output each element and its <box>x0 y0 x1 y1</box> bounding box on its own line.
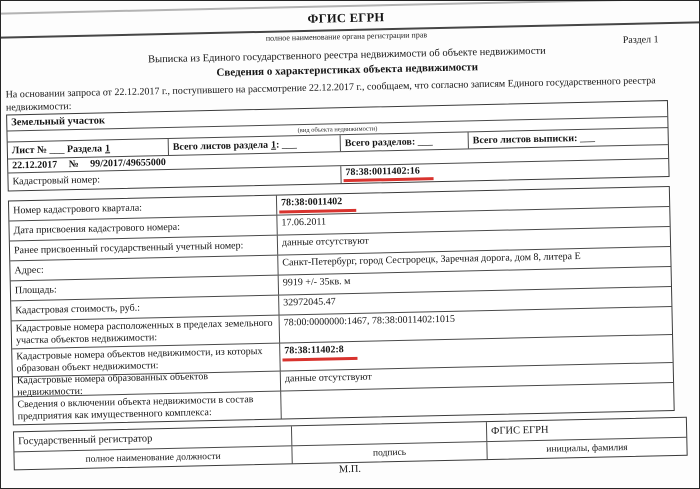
extract-sheets-total-cell: Всего листов выписки: ___ <box>468 128 668 148</box>
fgis-egrn-label: ФГИС ЕГРН <box>486 418 686 441</box>
stamp-mark: М.П. <box>338 463 362 476</box>
row-label: Кадастровая стоимость, руб.: <box>15 302 141 317</box>
registrar-label: Государственный регистратор <box>18 433 153 448</box>
row-value: 17.06.2011 <box>276 207 669 235</box>
row-label: Ранее присвоенный государственный учетный номер: <box>13 240 244 257</box>
row-label: Дата присвоения кадастрового номера: <box>13 221 181 237</box>
row-value: Санкт-Петербург, город Сестрорецк, Заречная дорога, дом 8, литера Е <box>277 247 670 275</box>
initials-caption: инициалы, фамилия <box>486 438 686 459</box>
doc-subtitle: Сведения о характеристиках объекта недвижимости <box>216 61 479 79</box>
parent-object-value: 78:38:11402:8 <box>282 344 358 362</box>
cadastral-number-value: 78:38:0011402:16 <box>343 165 434 182</box>
row-value: 9919 +/- 35кв. м <box>278 267 671 295</box>
sheet-number: 1 <box>104 142 111 154</box>
doc-title: Выписка из Единого государственного реестра недвижимости об объекте недвижимости <box>147 45 546 66</box>
sheets-in-section-suffix: : ___ <box>275 138 297 151</box>
org-name: ФГИС ЕГРН <box>307 10 385 26</box>
object-kind: Земельный участок <box>11 115 106 129</box>
object-type-table <box>6 100 670 191</box>
cadastral-number-label: Кадастровый номер: <box>12 174 101 188</box>
quarter-number-value: 78:38:0011402 <box>279 196 356 214</box>
row-label: Кадастровые номера образованных объектов недвижимости: <box>16 371 209 398</box>
sheets-in-section-prefix: Всего листов раздела <box>172 139 269 153</box>
row-label: Кадастровые номера объектов недвижимости, из которых образован объект недвижимости: <box>16 345 263 374</box>
row-value: 32972045.47 <box>278 287 671 315</box>
row-label: Адрес: <box>14 264 44 277</box>
org-caption: полное наименование органа регистрации прав <box>265 30 428 43</box>
row-label: Сведения о включении объекта недвижимости в состав предприятия как имущественного комплекса: <box>17 394 254 422</box>
sheet-prefix: Лист № ___ Раздела <box>11 142 103 156</box>
row-label: Площадь: <box>14 284 57 297</box>
row-value: данные отсутствуют <box>277 227 670 255</box>
sections-total-cell: Всего разделов: ___ <box>340 132 468 151</box>
sheets-in-section-number: 1 <box>270 139 277 151</box>
intro-paragraph: На основании запроса от 22.12.2017 г., поступившего на рассмотрение 22.12.2017 г., сообщаем, что согласно записям Единого государственного реестра недвижимости: <box>5 75 656 114</box>
section-label: Раздел 1 <box>622 34 659 47</box>
row-label: Номер кадастрового квартала: <box>13 202 143 217</box>
request-date-number: 22.12.2017 № 99/2017/49655000 <box>12 157 166 172</box>
row-label: Кадастровые номера расположенных в пределах земельного участка объектов недвижимости: <box>15 317 273 346</box>
position-caption: полное наименование должности <box>85 451 221 465</box>
row-value: 78:00:0000000:1467, 78:38:0011402:1015 <box>279 307 672 343</box>
signature-caption: подпись <box>291 442 486 463</box>
details-table <box>8 186 675 425</box>
row-value: данные отсутствуют <box>280 363 673 391</box>
object-kind-caption: (вид объекта недвижимости) <box>297 124 378 134</box>
